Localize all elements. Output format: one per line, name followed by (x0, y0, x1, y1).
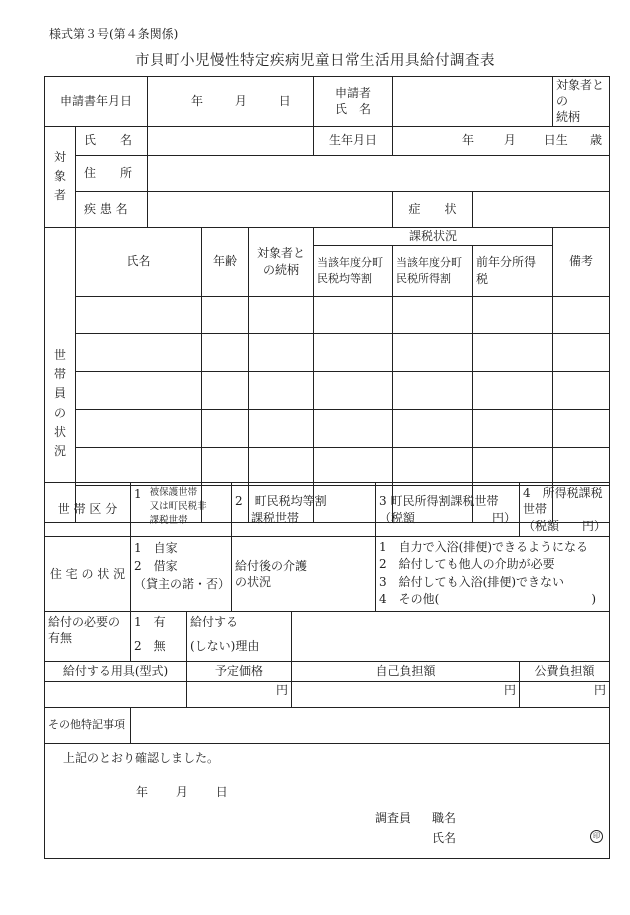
classification-row (45, 483, 610, 537)
care-option-4: 4 その他( (379, 592, 440, 607)
option-4-yen: 円） (582, 518, 607, 533)
notes-row (45, 708, 610, 744)
item-name-field[interactable] (45, 682, 187, 708)
relation-header-line2: の続柄 (263, 262, 300, 277)
year-label: 年 (191, 94, 204, 109)
household-row (45, 409, 610, 447)
applicant-label-line1: 申請者 (335, 86, 372, 101)
household-tax-c-cell[interactable] (473, 447, 553, 485)
household-tax-a-cell[interactable] (314, 447, 393, 485)
necessity-label-line2: 有無 (48, 631, 73, 646)
household-tax-a-cell[interactable] (314, 371, 393, 409)
household-notes-cell[interactable] (553, 333, 610, 371)
option-1-text (150, 486, 207, 527)
option-1-number: 1 (134, 487, 142, 501)
disease-field[interactable] (148, 191, 393, 227)
items-header-row (45, 662, 610, 682)
tax-a-line2: 民税均等割 (317, 271, 373, 285)
care-status-options[interactable] (376, 537, 610, 612)
confirm-month-label: 月 (175, 785, 188, 799)
classification-option-4[interactable] (520, 483, 610, 537)
relation-label (553, 77, 610, 127)
relation-header-line1: 対象者と (257, 246, 306, 261)
birth-day-label: 日生 (543, 133, 568, 148)
subject-name-label: 氏 名 (76, 126, 148, 155)
subject-address-row (45, 155, 610, 191)
household-tax-c-cell[interactable] (473, 409, 553, 447)
price-field[interactable] (187, 682, 292, 708)
investigator-name-label: 氏名 (432, 831, 457, 845)
public-pay-yen: 円 (594, 683, 607, 697)
household-row (45, 296, 610, 333)
household-tax-c-cell[interactable] (473, 333, 553, 371)
household-notes-cell[interactable] (553, 371, 610, 409)
household-row (45, 447, 610, 485)
confirmation-text: 上記のとおり確認しました。 (63, 751, 220, 765)
relation-label-line1: 対象者との (556, 78, 605, 109)
reason-field[interactable] (292, 612, 610, 662)
household-notes-cell[interactable] (553, 447, 610, 485)
household-relation-cell[interactable] (249, 409, 314, 447)
necessity-label (45, 612, 131, 662)
applicant-name-field[interactable] (393, 77, 553, 127)
notes-field[interactable] (131, 708, 610, 744)
subject-label-char: 象 (53, 168, 66, 183)
household-notes-cell[interactable] (553, 296, 610, 333)
confirm-day-label: 日 (215, 785, 228, 799)
seal-mark: 印 (590, 830, 603, 843)
household-tax-b-cell[interactable] (393, 447, 473, 485)
option-4-line1: 4 所得税課税世帯 (523, 486, 603, 517)
tax-c-line1: 前年分所得 (476, 255, 537, 270)
household-name-cell[interactable] (76, 447, 202, 485)
household-name-cell[interactable] (76, 409, 202, 447)
household-row (45, 333, 610, 371)
household-relation-cell[interactable] (249, 447, 314, 485)
tax-status-header: 課税状況 (314, 227, 553, 245)
option-1-line1: 被保護世帯 (149, 487, 198, 498)
age-label: 歳 (590, 133, 603, 148)
items-col-item: 給付する用具(型式) (45, 662, 187, 682)
items-value-row (45, 682, 610, 708)
household-label-char: 帯 (53, 367, 66, 382)
housing-option-rent: 2 借家 (134, 559, 178, 573)
notes-label: その他特記事項 (45, 708, 131, 744)
household-tax-a-cell[interactable] (314, 409, 393, 447)
subject-label-char: 対 (53, 149, 66, 164)
option-1-line3: 課税世帯 (149, 514, 188, 526)
household-tax-b-cell[interactable] (393, 296, 473, 333)
housing-row (45, 537, 610, 612)
household-label-char: の (53, 405, 66, 420)
items-col-price: 予定価格 (187, 662, 292, 682)
necessity-row (45, 612, 610, 662)
option-1-line2: 又は町民税非 (149, 500, 207, 512)
household-tax-b-cell[interactable] (393, 371, 473, 409)
self-pay-yen: 円 (504, 683, 517, 697)
subject-name-field[interactable] (148, 126, 314, 155)
day-label: 日 (278, 94, 291, 109)
classification-label: 世 帯 区 分 (45, 483, 131, 537)
classification-option-3[interactable] (376, 483, 520, 537)
subject-section-label (45, 126, 76, 227)
household-age-cell[interactable] (202, 296, 249, 333)
form-number: 様式第３号(第４条関係) (49, 27, 179, 41)
application-date-field[interactable] (148, 77, 314, 127)
survey-table-lower (44, 482, 610, 859)
household-age-cell[interactable] (202, 333, 249, 371)
option-3-line1: 3 町民所得割課税世帯 (379, 494, 499, 509)
household-col-notes: 備考 (553, 227, 610, 296)
household-tax-a-cell[interactable] (314, 333, 393, 371)
birth-month-label: 月 (503, 133, 516, 148)
household-label-char: 状 (53, 424, 66, 439)
household-tax-c-cell[interactable] (473, 371, 553, 409)
items-col-public-pay: 公費負担額 (520, 662, 610, 682)
care-option-2: 2 給付しても他人の介助が必要 (379, 557, 555, 572)
option-3-yen: 円） (492, 510, 517, 525)
care-option-4-close: ) (591, 592, 597, 607)
investigator-position-label: 職名 (432, 811, 457, 825)
tax-b-line2: 民税所得割 (396, 271, 452, 285)
household-section-label (45, 227, 76, 522)
household-tax-b-cell[interactable] (393, 409, 473, 447)
symptom-field[interactable] (473, 191, 610, 227)
necessity-option-no: 2 無 (134, 639, 166, 654)
household-age-cell[interactable] (202, 409, 249, 447)
tax-a-line1: 当該年度分町 (317, 255, 384, 269)
month-label: 月 (234, 94, 247, 109)
necessity-label-line1: 給付の必要の (48, 615, 121, 629)
subject-name-row (45, 126, 610, 155)
subject-disease-row (45, 191, 610, 227)
applicant-name-label (314, 77, 393, 127)
tax-c-line2: 税 (476, 271, 489, 286)
option-4-tax-label: （税額 (523, 518, 560, 533)
classification-option-2[interactable] (232, 483, 376, 537)
survey-table-main (44, 76, 610, 523)
household-label-char: 世 (53, 348, 66, 362)
disease-label: 疾 患 名 (76, 191, 148, 227)
application-header-row (45, 77, 610, 127)
household-age-cell[interactable] (202, 447, 249, 485)
option-2-line2: 課税世帯 (251, 510, 300, 525)
housing-option-landlord-consent: （貸主の諾・否） (134, 577, 231, 591)
household-label-char: 員 (53, 386, 66, 401)
birth-year-label: 年 (462, 133, 475, 148)
household-row (45, 371, 610, 409)
household-header-row (45, 227, 610, 245)
items-col-self-pay: 自己負担額 (292, 662, 520, 682)
household-tax-c-cell[interactable] (473, 296, 553, 333)
housing-option-own: 1 自家 (134, 541, 178, 555)
reason-label-line1: 給付する (190, 615, 239, 629)
household-relation-cell[interactable] (249, 371, 314, 409)
confirmation-date[interactable] (136, 784, 228, 800)
household-age-cell[interactable] (202, 371, 249, 409)
household-notes-cell[interactable] (553, 409, 610, 447)
confirmation-row (45, 744, 610, 859)
subject-label-char: 者 (53, 188, 66, 203)
tax-col-prior-income (473, 245, 553, 296)
household-tax-b-cell[interactable] (393, 333, 473, 371)
household-relation-cell[interactable] (249, 296, 314, 333)
confirm-year-label: 年 (136, 785, 149, 799)
price-yen: 円 (275, 683, 288, 697)
household-name-cell[interactable] (76, 333, 202, 371)
household-col-relation (249, 227, 314, 296)
address-field[interactable] (148, 155, 610, 191)
care-option-1: 1 自力で入浴(排便)できるようになる (379, 540, 589, 554)
care-option-3: 3 給付しても入浴(排便)できない (379, 574, 565, 589)
form-title: 市貝町小児慢性特定疾病児童日常生活用具給付調査表 (135, 53, 495, 69)
housing-options[interactable] (131, 537, 232, 612)
household-name-cell[interactable] (76, 296, 202, 333)
household-tax-a-cell[interactable] (314, 296, 393, 333)
tax-b-line1: 当該年度分町 (396, 255, 463, 269)
tax-col-per-capita (314, 245, 393, 296)
classification-option-1[interactable] (131, 483, 232, 537)
housing-label: 住 宅 の 状 況 (45, 537, 131, 612)
care-label-line2: の状況 (235, 575, 272, 589)
reason-label (187, 612, 292, 662)
option-2-line1: 2 町民税均等割 (235, 494, 327, 509)
care-label-line1: 給付後の介護 (235, 558, 308, 573)
symptom-label: 症 状 (393, 191, 473, 227)
option-3-tax-label: （税額 (379, 510, 416, 525)
household-name-cell[interactable] (76, 371, 202, 409)
household-col-age: 年齢 (202, 227, 249, 296)
household-label-char: 況 (53, 443, 66, 458)
public-pay-field[interactable] (520, 682, 610, 708)
tax-col-income (393, 245, 473, 296)
confirmation-box (45, 744, 610, 859)
relation-label-line2: 続柄 (556, 110, 581, 125)
address-label: 住 所 (76, 155, 148, 191)
birth-date-field[interactable] (393, 126, 610, 155)
applicant-label-line2: 氏 名 (335, 102, 372, 117)
application-date-label: 申請書年月日 (45, 77, 148, 127)
care-status-label (232, 537, 376, 612)
investigator-label: 調査員 (375, 811, 412, 825)
household-col-name: 氏名 (76, 227, 202, 296)
reason-label-line2: (しない)理由 (190, 639, 260, 654)
birth-date-label: 生年月日 (314, 126, 393, 155)
necessity-options[interactable] (131, 612, 187, 662)
household-relation-cell[interactable] (249, 333, 314, 371)
necessity-option-yes: 1 有 (134, 615, 166, 629)
self-pay-field[interactable] (292, 682, 520, 708)
